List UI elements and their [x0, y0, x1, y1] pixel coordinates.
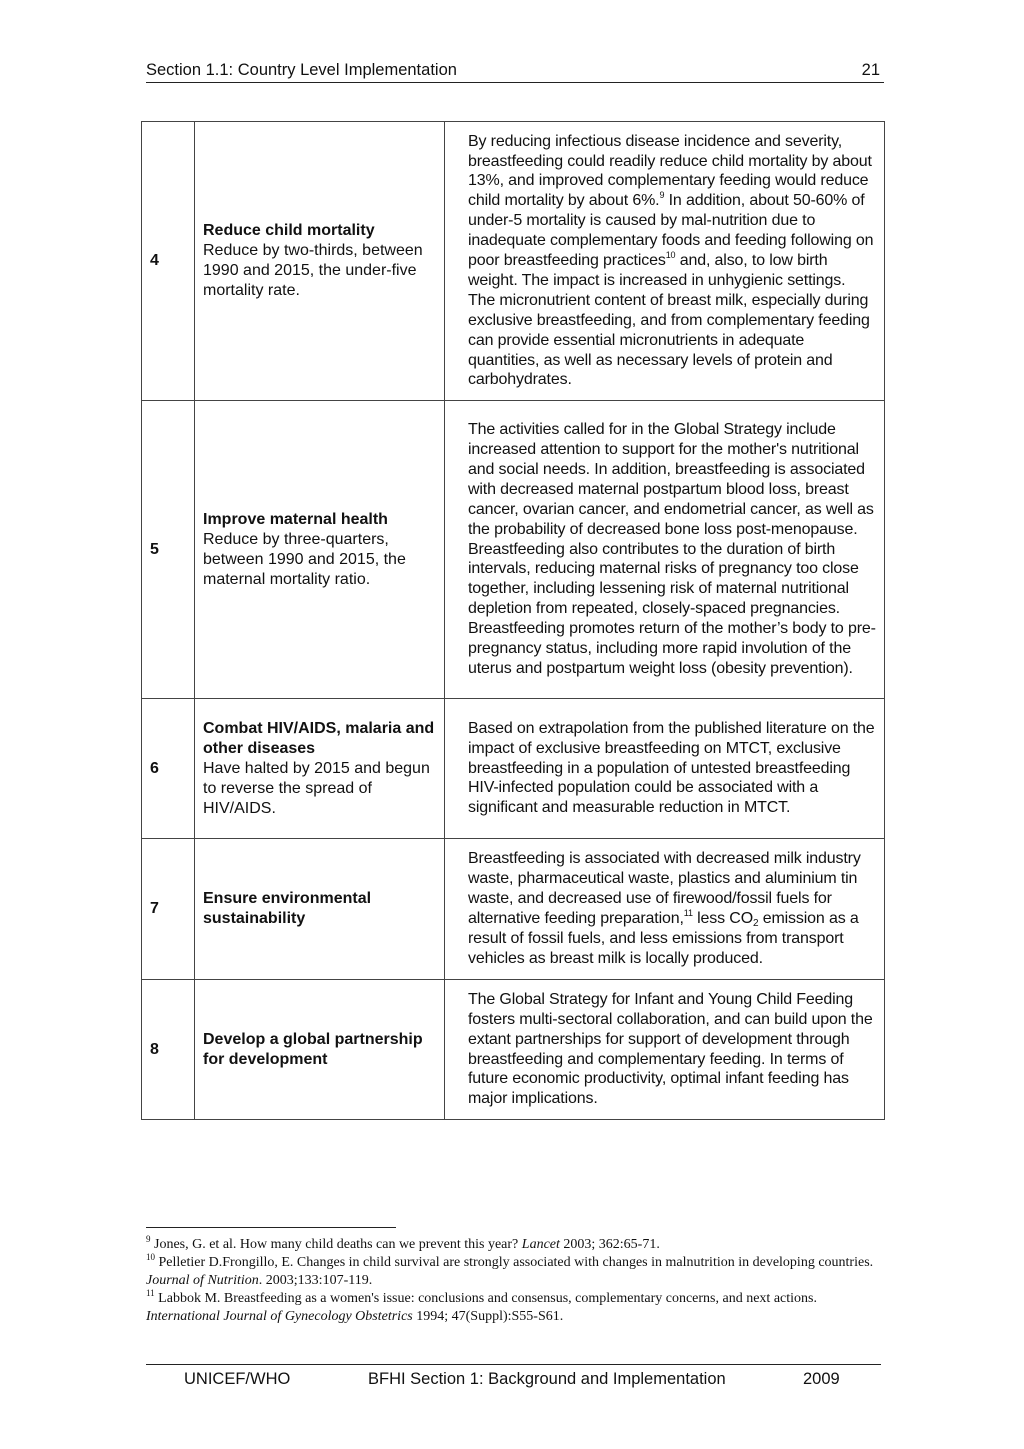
- description-cell: [445, 122, 885, 401]
- description-cell: [445, 980, 885, 1120]
- footnote-tail: . 2003;133:107-119.: [258, 1273, 373, 1288]
- goal-cell: [195, 401, 445, 699]
- goal-title: Improve maternal health: [203, 510, 388, 528]
- goal-title: Develop a global partnership for development: [203, 1030, 423, 1068]
- footnote-ref: 11: [683, 908, 693, 918]
- footnote: [146, 1290, 876, 1326]
- footnote-text: Jones, G. et al. How many child deaths can we prevent this year?: [154, 1237, 522, 1252]
- footnote-ref: 10: [665, 250, 676, 261]
- goal-cell: [195, 122, 445, 401]
- goal-number: 7: [142, 839, 195, 980]
- description-text: [468, 132, 876, 391]
- goal-title: Reduce child mortality: [203, 222, 375, 239]
- goal-text: Reduce by three-quarters, between 1990 and 2015, the maternal mortality ratio.: [203, 530, 406, 588]
- footnote: [146, 1254, 876, 1290]
- footer-year: 2009: [803, 1370, 840, 1388]
- footnote-ref: 9: [659, 190, 665, 201]
- table-row: [142, 980, 885, 1120]
- goal-number: 4: [142, 122, 195, 401]
- page-footer: [146, 1364, 881, 1388]
- description-part: emission as a result of fossil fuels, and less emissions from transport vehicles as breast milk is locally produced.: [468, 910, 859, 967]
- footnotes: [146, 1236, 876, 1326]
- table-row: [142, 839, 885, 980]
- mdg-table: [141, 121, 885, 1120]
- goal-title: Combat HIV/AIDS, malaria and other diseases: [203, 719, 435, 757]
- page-number: 21: [861, 61, 880, 79]
- goal-cell: [195, 699, 445, 839]
- goal-cell: [195, 839, 445, 980]
- goal-number: 5: [142, 401, 195, 699]
- goal-cell: [195, 980, 445, 1120]
- section-title: Section 1.1: Country Level Implementation: [146, 61, 457, 79]
- footer-title: BFHI Section 1: Background and Implementation: [368, 1370, 726, 1388]
- description-text: The activities called for in the Global Strategy include increased attention to support for the mother's nutritional and social needs. In addition, breastfeeding is associated with decreased maternal postpartum blood loss, breast cancer, ovarian cancer, and endometrial cancer, as well as the probability of decreased bone loss post-menopause. Breastfeeding also contributes to the duration of birth intervals, reducing maternal risks of pregnancy too close together, including lessening risk of maternal nutritional depletion from repeated, closely-spaced pregnancies. Breastfeeding promotes return of the mother’s body to pre-pregnancy status, including more rapid involution of the uterus and postpartum weight loss (obesity prevention).: [468, 421, 876, 677]
- description-part: By reducing infectious disease incidence and severity, breastfeeding could readily reduce child mortality by about 13%, and improved complementary feeding would reduce child mortality by about 6%.: [468, 132, 872, 210]
- description-cell: [445, 839, 885, 980]
- footnote-tail: 2003; 362:65-71.: [559, 1237, 660, 1252]
- description-text: Based on extrapolation from the published literature on the impact of exclusive breastfeeding on MTCT, exclusive breastfeeding in a population of untested breastfeeding HIV-infected population could be associated with a significant and measurable reduction in MTCT.: [468, 719, 875, 817]
- goal-title: Ensure environmental sustainability: [203, 890, 372, 927]
- description-text: The Global Strategy for Infant and Young Child Feeding fosters multi-sectoral collaboration, and can build upon the extant partnerships for support of development through breastfeeding and complementary feeding. In terms of future economic productivity, optimal infant feeding has major implications.: [468, 990, 873, 1108]
- description-part: less CO: [692, 910, 753, 927]
- goal-number: 8: [142, 980, 195, 1120]
- description-cell: [445, 699, 885, 839]
- page-header: [146, 58, 884, 83]
- footnote-text: Labbok M. Breastfeeding as a women's issue: conclusions and consensus, complementary concerns, and next actions.: [158, 1291, 817, 1306]
- footnote-journal: International Journal of Gynecology Obstetrics: [146, 1309, 413, 1324]
- description-part: Breastfeeding is associated with decreased milk industry waste, pharmaceutical waste, plastics and aluminium tin waste, and decreased use of firewood/fossil fuels for alternative feeding preparation,: [468, 850, 861, 927]
- footnote-separator: [146, 1227, 396, 1228]
- subscript: 2: [753, 918, 759, 929]
- table-row: [142, 401, 885, 699]
- footnote-number: 9: [146, 1234, 151, 1244]
- footnote: [146, 1236, 876, 1254]
- footer-org: UNICEF/WHO: [184, 1370, 291, 1388]
- footnote-number: 10: [146, 1252, 155, 1262]
- footnote-journal: Lancet: [521, 1237, 560, 1252]
- goal-text: Have halted by 2015 and begun to reverse the spread of HIV/AIDS.: [203, 759, 430, 817]
- goal-text: Reduce by two-thirds, between 1990 and 2015, the under-five mortality rate.: [203, 242, 423, 299]
- description-part: and, also, to low birth weight. The impact is increased in unhygienic settings. The micronutrient content of breast milk, especially during exclusive breastfeeding, and from complementary feeding can provide essential micronutrients in adequate quantities, as well as necessary levels of protein and carbohydrates.: [468, 252, 870, 389]
- description-cell: [445, 401, 885, 699]
- footnote-text: Pelletier D.Frongillo, E. Changes in child survival are strongly associated with changes in malnutrition in developing countries.: [158, 1255, 874, 1270]
- goal-number: 6: [142, 699, 195, 839]
- description-part: In addition, about 50-60% of under-5 mortality is caused by mal-nutrition due to inadequate complementary foods and feeding following on poor breastfeeding practices: [468, 192, 874, 270]
- table-row: [142, 699, 885, 839]
- description-text: [468, 849, 876, 968]
- footnote-number: 11: [146, 1288, 155, 1298]
- footnote-tail: 1994; 47(Suppl):S55-S61.: [412, 1309, 564, 1324]
- table-row: [142, 122, 885, 401]
- footnote-journal: Journal of Nutrition: [146, 1273, 259, 1288]
